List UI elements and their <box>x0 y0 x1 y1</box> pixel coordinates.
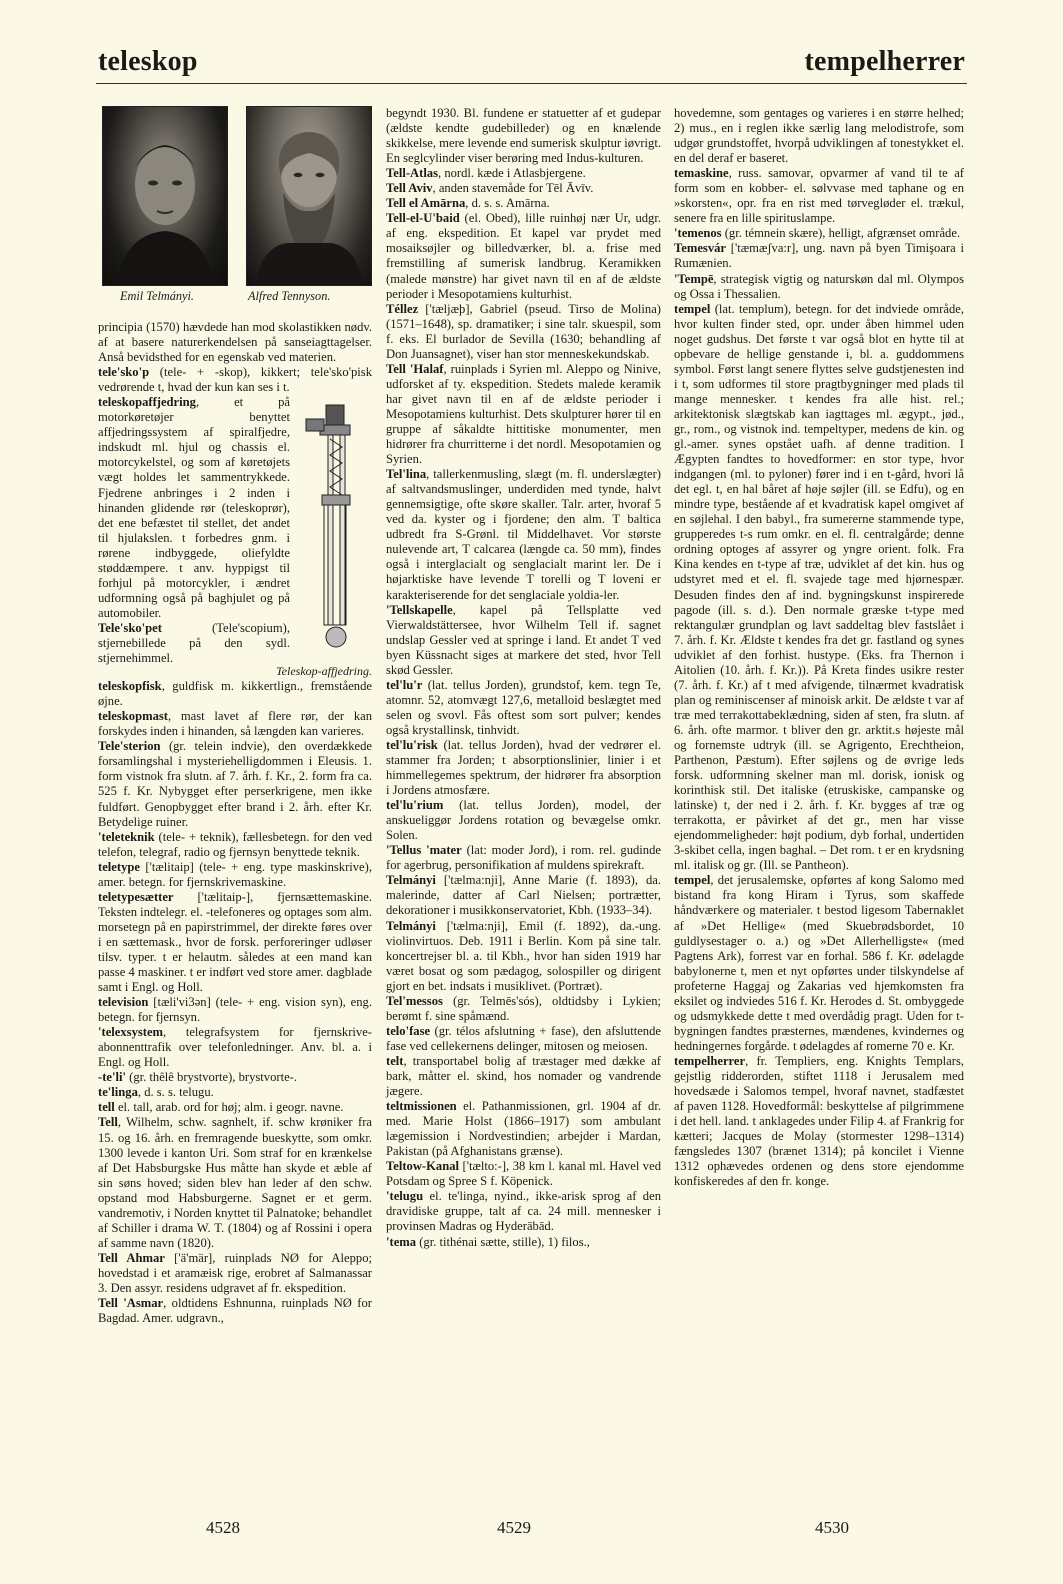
entry-teltmissionen: teltmissionen el. Pathanmissionen, grl. 1904 af dr. med. Marie Holst (1866–1917) som ambulant lægemission i Nordvestindien; arbejder i Mardan, Pakistan (på Afghanistans grænse). <box>386 1099 661 1159</box>
running-head-right: tempelherrer <box>804 46 965 77</box>
entry-tempel-jerusalemske: tempel, det jerusalemske, opførtes af kong Salomo med bistand fra kong Hiram i Tyrus, som skaffede håndværkere og materialer. t bestod ligesom Tabernaklet af »Det Hellige« (med Skuebrødsbordet, 10 guldlysestager o. a.) og »Det Allerhelligste« (med Pagtens Ark), forrest var en forhal. 586 f. Kr. ødelagde babylonerne t, men et nyt opførtes under tilskyndelse af profeterne Haggaj og Zakarias ved hjemkomsten fra eksilet og indviedes 516 f. Kr. Herodes d. St. ombyggede og udsmykkede dette t med overdådig pragt. Uden for t-bygningen fandtes præsternes, mændenes, kvindernes og hedningernes forgårde. t ødelagdes af romerne 70 e. Kr. <box>674 873 964 1053</box>
headword: 'telugu <box>386 1189 424 1204</box>
headword: Téllez <box>386 301 419 316</box>
entry-teleskopmast: teleskopmast, mast lavet af flere rør, der kan forskydes inden i hinanden, så længden kan varieres. <box>98 709 372 739</box>
entry-tellskapelle: 'Tellskapelle, kapel på Tellsplatte ved Vierwaldstättersee, hvor Wilhelm Tell if. sagnet undslap Gessler ved at springe i land. Et andet T ved byen Küssnacht siges at markere det sted, hvor Tell skød Gessler. <box>386 602 661 677</box>
entry-temenos: 'temenos (gr. témnein skære), helligt, afgrænset område. <box>674 226 961 241</box>
headword: Tele'sko'pet <box>98 620 162 635</box>
headword: 'temenos <box>674 226 722 241</box>
entry-telmanyi-anne: Telmányi ['tælma:nji], Anne Marie (f. 1893), da. malerinde, datter af Carl Nielsen; portrætter, dekorationer i musikkonservatoriet, Kbh. (1933–34). <box>386 873 661 918</box>
headword: tempel <box>674 873 711 888</box>
headword: 'Tellus 'mater <box>386 843 462 858</box>
entry-teleskop: tele'sko'p (tele- + -skop), kikkert; tele'sko'pisk vedrørende t, hvad der kun kan ses i t. <box>98 365 372 395</box>
caption-telmanyi: Emil Telmányi. <box>120 289 195 303</box>
fork-suspension-illustration <box>296 399 372 657</box>
entry-teleskopfisk: teleskopfisk, guldfisk m. kikkertlign., fremstående øjne. <box>98 679 372 709</box>
headword: television <box>98 995 149 1010</box>
caption-tennyson: Alfred Tennyson. <box>248 289 331 303</box>
entry-telexsystem: 'telexsystem, telegrafsystem for fjernskrive-abonnenttrafik over telefonledninger. Anv. bl. a. i Engl. og Holl. <box>98 1025 372 1070</box>
headword: tell <box>98 1100 115 1115</box>
entry-tellez: Téllez ['tæljæþ], Gabriel (pseud. Tirso de Molina) (1571–1648), sp. dramatiker; i sine talr. skuespil, som f. eks. El burlador de Sevilla (1630; behandling af Don Juansagnet), viser han stor menneskekundskab. <box>386 301 661 361</box>
headword: Temesvár <box>674 241 726 256</box>
headword: teleskopmast <box>98 709 168 724</box>
headword: Tel'messos <box>386 993 443 1008</box>
headword: Tell <box>98 1115 118 1130</box>
entry-television: television [tæli'vi3ən] (tele- + eng. vision syn), eng. betegn. for fjernsyn. <box>98 995 372 1025</box>
entry-tell-ahmar: Tell Ahmar ['ä'mär], ruinplads NØ for Aleppo; hovedstad i et aramæisk rige, erobret af Salmanassar 3. Den assyr. residens udgravet af fr. ekspedition. <box>98 1250 373 1295</box>
headword: tempelherrer <box>674 1053 746 1068</box>
headword: teleskopfisk <box>98 679 162 694</box>
entry-tell: tell el. tall, arab. ord for høj; alm. i geogr. navne. <box>98 1100 344 1115</box>
entry-telugu: 'telugu el. te'linga, nyind., ikke-arisk sprog af den dravidiske gruppe, talt af ca. 24 mill. mennesker i provinsen Madras og Hyderābād. <box>386 1189 661 1234</box>
entry-tellurisk: tel'lu'risk (lat. tellus Jorden), hvad der vedrører el. stammer fra Jorden; t absorptionslinier, linier i et himmellegemes spektrum, der hidrører fra absorption i Jordens atmosfære. <box>386 737 661 798</box>
entry-teltow-kanal: Teltow-Kanal ['tælto:-], 38 km l. kanal ml. Havel ved Potsdam og Spree S f. Köpenick. <box>386 1159 661 1189</box>
entry-tell-el-ubaid: Tell-el-U'baid (el. Obed), lille ruinhøj nær Ur, udgr. af eng. ekspedition. Et kapel var prydet med mosaiksøjler og billedværker, bl. a. frise med fremstilling af sumerisk landbrug. Keramikken (malede mønstre) har givet navn til en af de ældste perioder i Mesopotamiens kulturhist. <box>386 211 661 301</box>
entry-tell-halaf: Tell 'Halaf, ruinplads i Syrien ml. Aleppo og Ninive, udforsket af ty. ekspedition. Stedets malede keramik har givet navn til en af de ældste perioder i Mesopotamiens kulturhist. Dets skulpturer hører til en gruppe af såkaldte hittitiske monumenter, men hidrører fra churritterne i det nordl. Mesopotamien og Syrien. <box>386 361 662 467</box>
headword: 'telexsystem <box>98 1025 164 1040</box>
page-number-3: 4530 <box>815 1518 849 1537</box>
entry-telmessos: Tel'messos (gr. Telmēs'sós), oldtidsby i Lykien; berømt f. sine spåmænd. <box>386 993 661 1023</box>
entry-tempel: tempel (lat. templum), betegn. for det indviede område, hvor kulten finder sted, opr. under åben himmel uden noget gudshus. Det første t var også blot en hytte til at opbevare de hellige genstande i, bl. a. guddommens symbol. Først langt senere flyttes selve gudstjenesten ind i t, som udformes til store pragtbygninger med plads til mange mennesker. t kendes fra alle hist. rel.; arkitektonisk slægtskab kan iagttages ml. ægypt., jød., gr., rom., og vistnok ind. tempeltyper, medens de kin. og gl.-amer. synes opstået uafh. af denne tradition. I Ægypten fandtes to hovedformer: en stor type, hvor indgangen (ml. to pyloner) fører ind i en t-gård, hvori lå det egl. t, en hal båret af høje søjler (ill. se Edfu), og en mindre type, bestående af et kvadratisk kapel omgivet af en søjlehal. I den babyl., fra sumererne stammende type, grupperedes t-s rum omkr. en el. fl. centralgårde; denne ordning optoges af assyrer og yngre orient. folk. Fra Kina kendes en t-type af træ, udviklet af det kin. hus og udstyret med et el. fl. svajede tage med hjørnespær. Desuden findes den af ind. bygningskunst inspirerede pagode (ill. s. d.). Den normale græske t-type med rektangulær grundplan og lavt saddeltag blev fastslået i 7. årh. f. Kr. Ældste t kendes fra det gr. fastland og synes udviklet af den forhist. hustype. (Eks. fra Thernon i Aitolien (10. årh. f. Kr.)). På Kreta findes usikre rester (7. årh. f. Kr.) af t med afvigende, tilnærmet kvadratisk plan og reminiscenser af minoisk arkit. De ældste t var af træ med terrakottabeklædning, siden af sten, fra slutn. af 6. årh. ofte marmor. t bliver den gr. arktit.s højeste mål og fornemste udtryk (ill. se Agrigento, Erechtheion, Parthenon, Pæstum). Efter søjlens og de øvrige leds forsk. udformning skelner man ml. dorisk, ionisk og korinthisk stil. Det italiske (etruskiske, campanske og latinske) t, der ned i 2. årh. f. Kr. bygges af træ og terrakotta, er påvirket af det gr., men har visse ejendommeligheder: højt podium, dyb forhal, undertiden 3-skibet cella, ingen baghal. – Det rom. t er en krydsning ml. italisk og gr. (Ill. se Pantheon). <box>674 301 964 873</box>
entry-tell-el-amarna: Tell el Amārna, d. s. s. Amārna. <box>386 196 550 211</box>
entry-principia: principia (1570) hævdede han mod skolastikken nødv. af at basere naturerkendelsen på sanseiagttagelser. Anså bevidsthed for en egenskab ved materien. <box>98 320 372 365</box>
column-1 <box>98 106 372 1326</box>
headword: tel'lu'risk <box>386 737 438 752</box>
entry-tell-atlas: Tell-Atlas, nordl. kæde i Atlasbjergene. <box>386 166 586 181</box>
headword: tele'sko'p <box>98 365 150 380</box>
headword: Tell 'Asmar <box>98 1296 164 1311</box>
entry-tellur: tel'lu'r (lat. tellus Jorden), grundstof, kem. tegn Te, atomnr. 52, atomvægt 127,6, metalloid beslægtet med selen og svovl. Fås oftest som sort pulver; kendes også krystallinsk, tinhvidt. <box>386 677 661 737</box>
portrait-photos <box>98 106 372 316</box>
column-3 <box>674 106 964 1189</box>
entry-telesterion: Tele'sterion (gr. telein indvie), den overdækkede forsamlingshal i mysteriehelligdommen i Eleusis. 1. form vistnok fra slutn. af 7. årh. f. Kr., 2. form fra ca. 525 f. Kr. Nybygget efter perserkrigene, men ikke fuldført. Genopbygget efter brand i 2. årh. efter Kr. Betydelige ruiner. <box>98 739 372 829</box>
headword: Tell Ahmar <box>98 1250 165 1265</box>
headword: Tell el Amārna <box>386 196 466 211</box>
headword: Tele'sterion <box>98 739 161 754</box>
headword: 'Tellskapelle <box>386 602 453 617</box>
column-2 <box>386 106 661 1250</box>
entry-telmanyi-emil: Telmányi ['tælma:nji], Emil (f. 1892), da.-ung. violinvirtuos. Deb. 1911 i Berlin. Kom på sine talr. koncertrejser bl. a. til Kbh., hvor han siden 1919 har været bosat og som pædagog, solospiller og dirigent gjort en bet. indsats i musiklivet. (Portræt). <box>386 918 661 993</box>
entry-teleteknik: 'teleteknik (tele- + teknik), fællesbetegn. for den ved telefon, telegraf, radio og fjernsyn benyttede teknik. <box>98 829 372 859</box>
entry-tema-continued: hovedemne, som gentages og varieres i en større helhed; 2) mus., en i reglen ikke særlig lang melodistrofe, som udgør grundstoffet, hvorpå udviklingen af tonestykket el. en del deraf er baseret. <box>674 106 964 166</box>
entry-temaskine: temaskine, russ. samovar, opvarmer af vand til te af form som en kobber- el. sølvvase med taphane og en »skorsten«, opr. fra en rist med tørvegløder el. trækul, senere fra en lille spirituslampe. <box>674 166 964 226</box>
entry-tellina: Tel'lina, tallerkenmusling, slægt (m. fl. underslægter) af saltvandsmuslinger, underdiden med tynde, halvt gennemsigtige, ofte skøre skaller. Talr. arter, hvoraf 5 ved da. kyster og i fjordene; den alm. T baltica udbredt fra S-Grønl. til Middelhavet. Vor største nulevende art, T calcarea (længde ca. 50 mm), findes også i interglacialt og senglacialt marint ler. De i højarktiske have levende T torelli og T loveni er karakteriserende for det senglaciale yoldia-ler. <box>386 467 661 602</box>
portrait-telmanyi <box>102 106 228 286</box>
running-head-left: teleskop <box>98 46 198 77</box>
headword: tel'lu'r <box>386 677 423 692</box>
entry-teletype: teletype ['tælitaip] (tele- + eng. type maskinskrive), amer. betegn. for fjernskrivemaskine. <box>98 859 372 889</box>
portrait-tennyson <box>246 106 372 286</box>
entry-telinga: te'linga, d. s. s. telugu. <box>98 1085 214 1100</box>
illustration-caption: Teleskop-affjedring. <box>276 664 372 679</box>
headword: Tell-Atlas <box>386 166 439 181</box>
entry-tema: 'tema (gr. tithénai sætte, stille), 1) filos., <box>386 1234 590 1249</box>
page-number-2: 4529 <box>497 1518 531 1537</box>
entry-teleskopet: Tele'sko'pet (Tele'scopium), stjernebillede på den sydl. stjernehimmel. <box>98 620 290 666</box>
headword: tempel <box>674 301 711 316</box>
headword: 'Tempē <box>674 271 714 286</box>
headword: telo'fase <box>386 1023 431 1038</box>
entry-tell-asmar: Tell 'Asmar, oldtidens Eshnunna, ruinplads NØ for Bagdad. Amer. udgravn., <box>98 1296 372 1326</box>
headword: Telmányi <box>386 873 436 888</box>
headword: tel'lu'rium <box>386 798 444 813</box>
headword: -te'li' <box>98 1070 126 1085</box>
entry-telofase: telo'fase (gr. télos afslutning + fase), den afsluttende fase ved cellekernens delinger, mitosen og meiosen. <box>386 1023 661 1053</box>
entry-tell-wilhelm: Tell, Wilhelm, schw. sagnhelt, if. schw krøniker fra 15. og 16. årh. en fremragende bueskytte, som omkr. 1300 levede i kanton Uri. Som straf for en krænkelse af Det Habsburgske Hus måtte han skyde et æble af sin søns hoved; siden blev han leder af den schw. opstand mod Habsburgerne. Sagnet er et germ. vandremotiv, i Norden knyttet til Palnatoke; behandlet af Schiller i drama W. T. (1804) og af Rossini i opera af samme navn (1820). <box>98 1115 372 1250</box>
headword: Tell-el-U'baid <box>386 211 460 226</box>
entry-telt: telt, transportabel bolig af træstager med dække af bark, måtter el. skind, hos nomader og vandrende jægere. <box>386 1053 661 1099</box>
entry-continued: begyndt 1930. Bl. fundene er statuetter af et gudepar (ældste kendte gudebilleder) og en knælende skikkelse, mere levende end sumerisk skulptur iøvrigt. En seglcylinder viser berøring med Indus-kulturen. <box>386 106 661 166</box>
headword: temaskine <box>674 166 729 181</box>
entry-tellus-mater: 'Tellus 'mater (lat: moder Jord), i rom. rel. gudinde for agerbrug, personifikation af muldens spirekraft. <box>386 843 661 873</box>
headword: Tell Aviv <box>386 181 433 196</box>
entry-teli: -te'li' (gr. thêlê brystvorte), brystvorte-. <box>98 1070 298 1085</box>
entry-temesvar: Temesvár ['tæmæʃva:r], ung. navn på byen Timişoara i Rumænien. <box>674 241 964 271</box>
entry-tell-aviv: Tell Aviv, anden stavemåde for Tēl Āvīv. <box>386 181 594 196</box>
entry-teleskopaffjedring: teleskopaffjedring, et på motorkøretøjer benyttet affjedringssystem af spiralfjedre, indskudt ml. hjul og chassis el. motorcykelstel, og som af køretøjets vægt holdes let sammentrykkede. Fjedrene anbringes i 2 inden i hinanden glidende rør (teleskoprør), det ene befæstet til stellet, det andet til hjulakslen. t forbedres gnm. i rørene indbyggede, oliefyldte støddæmpere. t anv. hyppigst til forhjul på motorcykler, i ændret udformning også på baghjulet og på automobiler. <box>98 395 290 620</box>
headword: Tell 'Halaf <box>386 361 444 376</box>
entry-tellurium: tel'lu'rium (lat. tellus Jorden), model, der anskueliggør Jordens rotation og bevægelse omkr. Solen. <box>386 798 661 843</box>
entry-tempe: 'Tempē, strategisk vigtig og naturskøn dal ml. Olympos og Ossa i Thessalien. <box>674 271 964 301</box>
headword: Tel'lina <box>386 467 427 482</box>
entry-teletypesaetter: teletypesætter ['tælitaip-], fjernsættemaskine. Teksten indtelegr. el. -telefoneres og optages som alm. morsetegn på en papirstrimmel, der direkte føres over i en sættemask., hvor de forsk. perforeringer udløser tilsv. typer. t er helautm. således at een mand kan passe 4 maskiner. t er indført ved store amer. dagblade samt i Engl. og Holl. <box>98 889 372 995</box>
headword: teletype <box>98 859 140 874</box>
headword: teleskopaffjedring <box>98 395 196 410</box>
headword: teletypesætter <box>98 889 174 904</box>
headword: 'teleteknik <box>98 829 155 844</box>
headword: telt <box>386 1053 404 1068</box>
entry-tempelherrer: tempelherrer, fr. Templiers, eng. Knights Templars, gejstlig ridderorden, stiftet 1118 i Jerusalem med hovedsæde i Salomos tempel, hvoraf navnet, stadfæstet af paven 1128. Hovedformål: beskyttelse af pilgrimmene i det hell. land. t anklagedes under Filip 4. af Frankrig for kætteri; Jacques de Molay (stormester 1298–1314) fængsledes 1307 (brænet 1314); på koncilet i Vienne 1312 ophævedes ordenen og dens store ejendomme konfiskeredes af den fr. konge. <box>674 1053 964 1189</box>
headword: Telmányi <box>386 918 436 933</box>
headword: Teltow-Kanal <box>386 1159 460 1174</box>
page-number-1: 4528 <box>206 1518 240 1537</box>
headword: te'linga <box>98 1085 138 1100</box>
header-rule <box>96 83 967 84</box>
headword: teltmissionen <box>386 1099 457 1114</box>
headword: 'tema <box>386 1234 417 1249</box>
